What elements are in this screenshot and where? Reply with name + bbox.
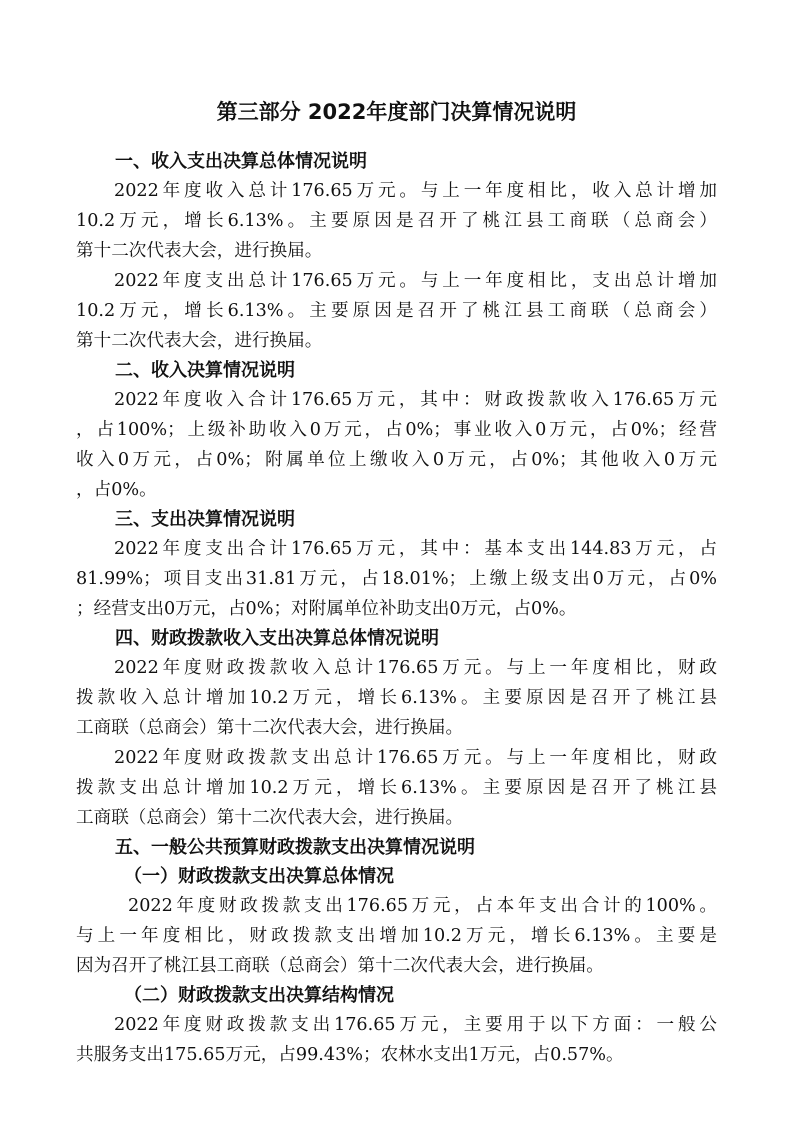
text-line: 10.2万元，增长6.13%。主要原因是召开了桃江县工商联（总商会） <box>76 301 717 321</box>
text-line: 2022年度收入总计176.65万元。与上一年度相比，收入总计增加 <box>114 181 717 201</box>
subsection-2-heading: （二）财政拨款支出决算结构情况 <box>124 985 394 1006</box>
text-line: 拨款收入总计增加10.2万元，增长6.13%。主要原因是召开了桃江县 <box>76 688 717 708</box>
section-2-heading: 二、收入决算情况说明 <box>115 360 295 381</box>
subsection-2-paragraph-1 <box>76 1010 717 1070</box>
text-line: 拨款支出总计增加10.2万元，增长6.13%。主要原因是召开了桃江县 <box>76 778 717 798</box>
section-1-heading: 一、收入支出决算总体情况说明 <box>115 151 367 172</box>
text-line: 工商联（总商会）第十二次代表大会，进行换届。 <box>76 808 464 828</box>
text-line: ，占0%。 <box>76 480 157 500</box>
text-line: 81.99%；项目支出31.81万元，占18.01%；上缴上级支出0万元，占0% <box>76 569 717 589</box>
text-line: 2022年度财政拨款支出176.65万元，主要用于以下方面：一般公 <box>114 1015 717 1035</box>
section-4-paragraph-2 <box>76 743 717 833</box>
text-line: 2022年度支出合计176.65万元，其中：基本支出144.83万元，占 <box>114 539 717 559</box>
text-line: 收入0万元，占0%；附属单位上缴收入0万元，占0%；其他收入0万元 <box>76 450 717 470</box>
text-line: 第十二次代表大会，进行换届。 <box>76 241 323 261</box>
text-line: 2022年度收入合计176.65万元，其中：财政拨款收入176.65万元 <box>114 390 717 410</box>
text-line: 第十二次代表大会，进行换届。 <box>76 331 323 351</box>
section-3-paragraph-1 <box>76 534 717 624</box>
text-line: ；经营支出0万元，占0%；对附属单位补助支出0万元，占0%。 <box>76 599 577 619</box>
document-body <box>76 147 717 1070</box>
section-1-paragraph-2 <box>76 266 717 356</box>
text-line: ，占100%；上级补助收入0万元，占0%；事业收入0万元，占0%；经营 <box>76 420 717 440</box>
subsection-1-heading: （一）财政拨款支出决算总体情况 <box>124 866 394 887</box>
text-line: 2022年度财政拨款收入总计176.65万元。与上一年度相比，财政 <box>114 658 717 678</box>
document-title: 第三部分 2022年度部门决算情况说明 <box>216 100 577 124</box>
section-4-heading: 四、财政拨款收入支出决算总体情况说明 <box>115 628 439 649</box>
text-line: 2022年度支出总计176.65万元。与上一年度相比，支出总计增加 <box>114 271 717 291</box>
section-2-paragraph-1 <box>76 385 717 505</box>
text-line: 工商联（总商会）第十二次代表大会，进行换届。 <box>76 718 464 738</box>
section-1-paragraph-1 <box>76 176 717 266</box>
section-5-heading: 五、一般公共预算财政拨款支出决算情况说明 <box>115 837 475 858</box>
text-line: 2022年度财政拨款支出176.65万元，占本年支出合计的100%。 <box>128 896 717 916</box>
text-line: 2022年度财政拨款支出总计176.65万元。与上一年度相比，财政 <box>114 748 717 768</box>
section-4-paragraph-1 <box>76 653 717 743</box>
text-line: 与上一年度相比，财政拨款支出增加10.2万元，增长6.13%。主要是 <box>76 926 717 946</box>
text-line: 共服务支出175.65万元，占99.43%；农林水支出1万元，占0.57%。 <box>76 1045 624 1065</box>
text-line: 因为召开了桃江县工商联（总商会）第十二次代表大会，进行换届。 <box>76 956 604 976</box>
text-line: 10.2万元，增长6.13%。主要原因是召开了桃江县工商联（总商会） <box>76 211 717 231</box>
subsection-1-paragraph-1 <box>76 891 717 981</box>
section-3-heading: 三、支出决算情况说明 <box>115 509 295 530</box>
